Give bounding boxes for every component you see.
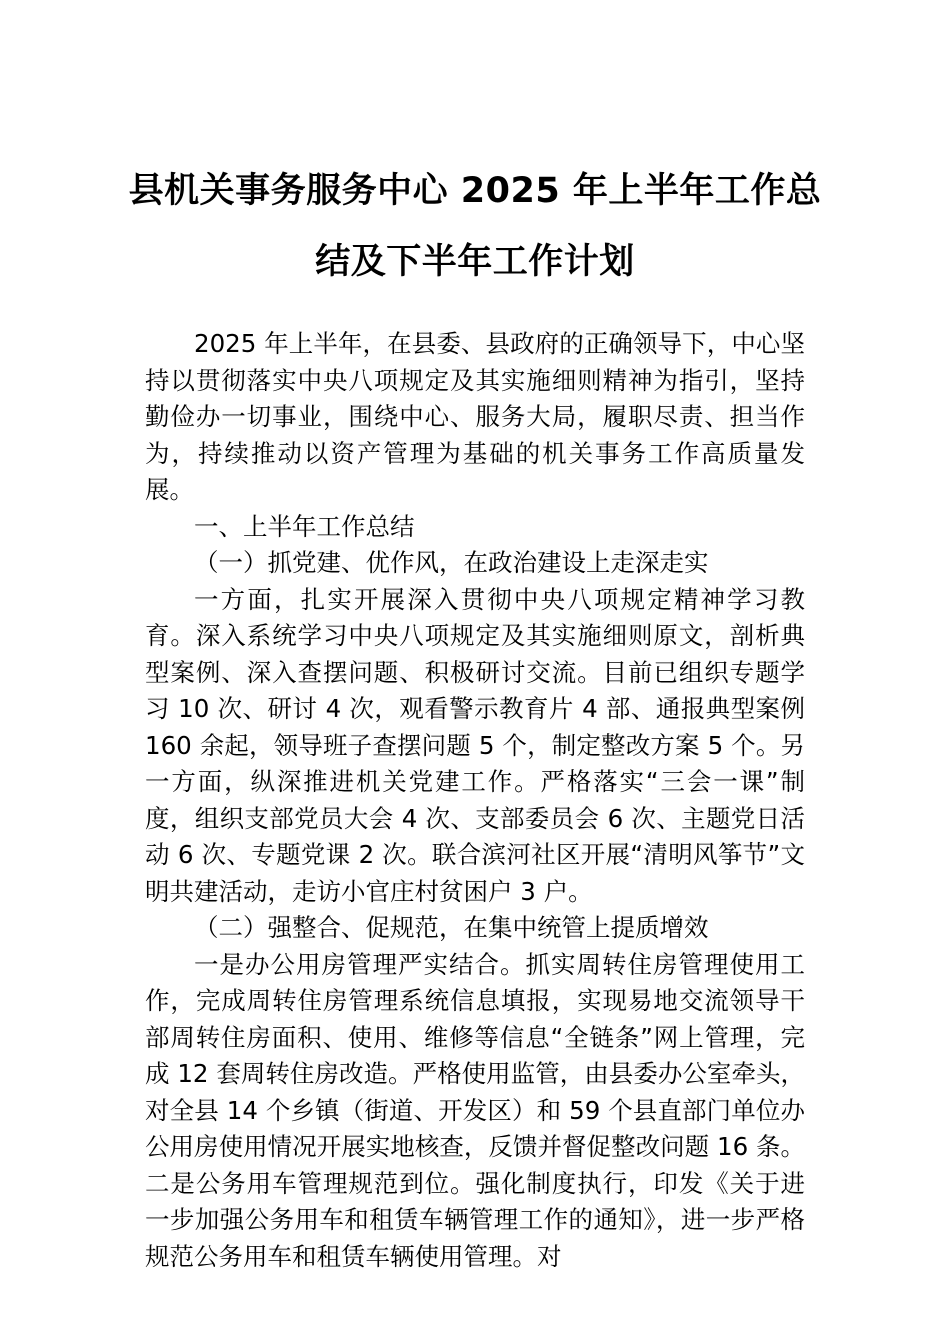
intro-paragraph: 2025 年上半年，在县委、县政府的正确领导下，中心坚持以贯彻落实中央八项规定及其实施细则精神为指引，坚持勤俭办一切事业，围绕中心、服务大局，履职尽责、担当作为，持续推动以资产管理为基础的机关事务工作高质量发展。 [145, 329, 805, 504]
section-heading-1: 一、上半年工作总结 [194, 511, 415, 541]
subsection-2-paragraph: 一是办公用房管理严实结合。抓实周转住房管理使用工作，完成周转住房管理系统信息填报，实现易地交流领导干部周转住房面积、使用、维修等信息“全链条”网上管理，完成 12 套周转住房改造。严格使用监管，由县委办公室牵头，对全县 14 个乡镇（街道、开发区）和 59 个县直部门单位办公用房使用情况开展实地核查，反馈并督促整改问题 16 条。二是公务用车管理规范到位。强化制度执行，印发《关于进一步加强公务用车和租赁车辆管理工作的通知》，进一步严格规范公务用车和租赁车辆使用管理。对 [145, 949, 805, 1271]
document-title-line-1: 县机关事务服务中心 2025 年上半年工作总 [128, 171, 822, 211]
document-body [145, 326, 805, 1275]
subsection-1-paragraph: 一方面，扎实开展深入贯彻中央八项规定精神学习教育。深入系统学习中央八项规定及其实施细则原文，剖析典型案例、深入查摆问题、积极研讨交流。目前已组织专题学习 10 次、研讨 4 次，观看警示教育片 4 部、通报典型案例 160 余起，领导班子查摆问题 5 个，制定整改方案 5 个。另一方面，纵深推进机关党建工作。严格落实“三会一课”制度，组织支部党员大会 4 次、支部委员会 6 次、主题党日活动 6 次、专题党课 2 次。联合滨河社区开展“清明风筝节”文明共建活动，走访小官庄村贫困户 3 户。 [145, 584, 805, 906]
subsection-heading-2: （二）强整合、促规范，在集中统管上提质增效 [194, 913, 709, 942]
document-title-line-2: 结及下半年工作计划 [315, 242, 635, 282]
subsection-heading-1: （一）抓党建、优作风，在政治建设上走深走实 [194, 548, 709, 577]
